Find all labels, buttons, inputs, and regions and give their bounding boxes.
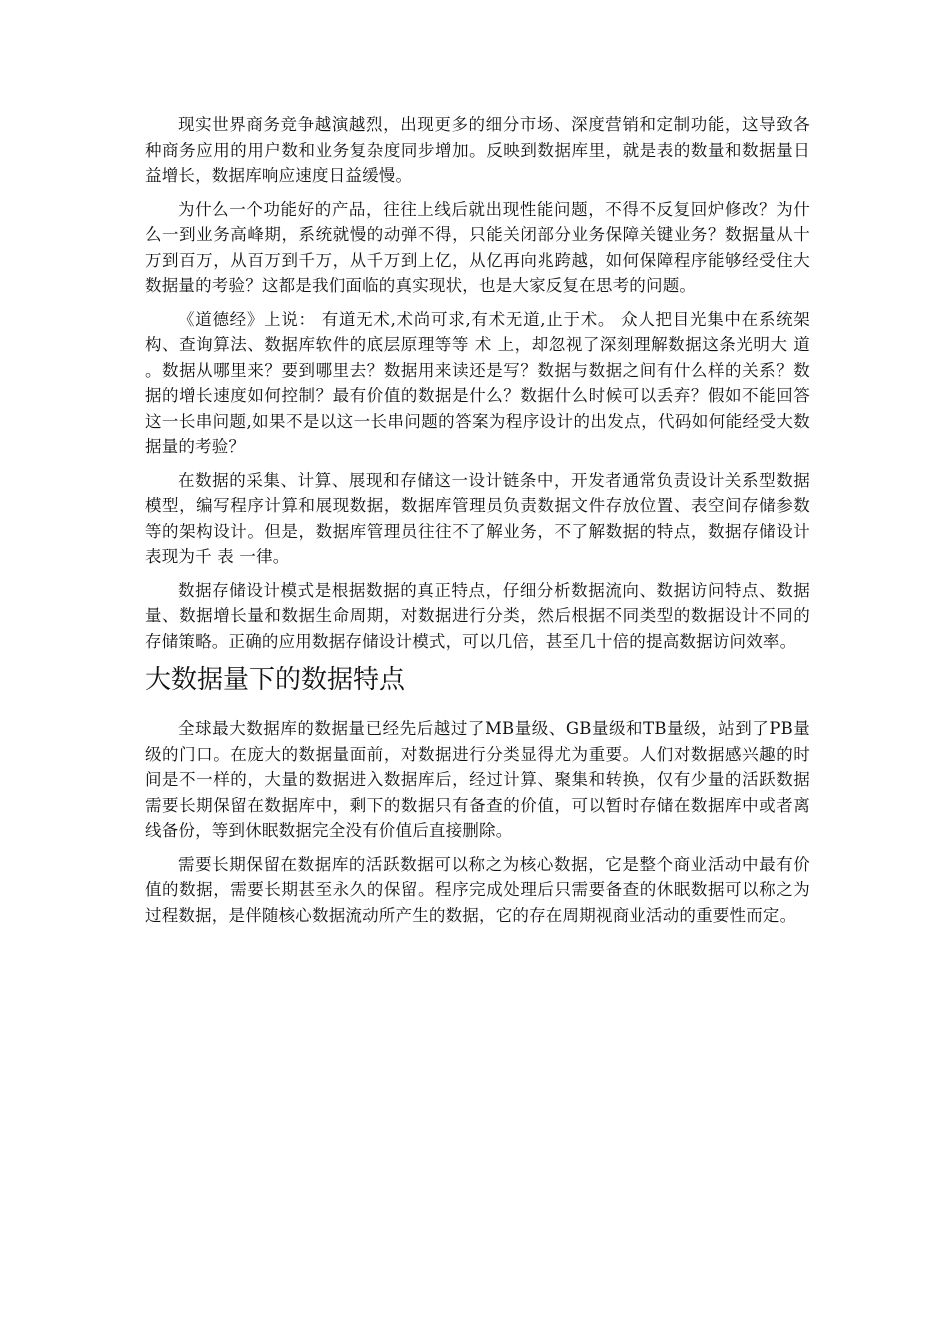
document-page <box>145 112 810 936</box>
paragraph: 需要长期保留在数据库的活跃数据可以称之为核心数据，它是整个商业活动中最有价值的数据，需要长期甚至永久的保留。程序完成处理后只需要备查的休眠数据可以称之为过程数据，是伴随核心数据流动所产生的数据，它的存在周期视商业活动的重要性而定。 <box>145 854 810 925</box>
paragraph: 《道德经》上说： 有道无术,术尚可求,有术无道,止于术。 众人把目光集中在系统架构、查询算法、数据库软件的底层原理等等 术 上，却忽视了深刻理解数据这条光明大 道 。数据从哪里来？要到哪里去？数据用来读还是写？数据与数据之间有什么样的关系？数据的增长速度如何控制？最有价值的数据是什么？数据什么时候可以丢弃？假如不能回答这一长串问题,如果不是以这一长串问题的答案为程序设计的出发点，代码如何能经受大数据量的考验？ <box>145 309 810 456</box>
paragraph: 数据存储设计模式是根据数据的真正特点，仔细分析数据流向、数据访问特点、数据量、数据增长量和数据生命周期，对数据进行分类，然后根据不同类型的数据设计不同的存储策略。正确的应用数据存储设计模式，可以几倍，甚至几十倍的提高数据访问效率。 <box>145 580 810 651</box>
section-heading: 大数据量下的数据特点 <box>145 665 406 695</box>
paragraph: 现实世界商务竞争越演越烈，出现更多的细分市场、深度营销和定制功能，这导致各种商务应用的用户数和业务复杂度同步增加。反映到数据库里，就是表的数量和数据量日益增长，数据库响应速度日益缓慢。 <box>145 115 810 185</box>
paragraph: 为什么一个功能好的产品，往往上线后就出现性能问题，不得不反复回炉修改？为什么一到业务高峰期，系统就慢的动弹不得，只能关闭部分业务保障关键业务？数据量从十万到百万，从百万到千万，从千万到上亿，从亿再向兆跨越，如何保障程序能够经受住大数据量的考验？这都是我们面临的真实现状，也是大家反复在思考的问题。 <box>145 199 810 295</box>
paragraph: 在数据的采集、计算、展现和存储这一设计链条中，开发者通常负责设计关系型数据模型，编写程序计算和展现数据，数据库管理员负责数据文件存放位置、表空间存储参数等的架构设计。但是，数据库管理员往往不了解业务，不了解数据的特点，数据存储设计表现为千 表 一律。 <box>145 470 810 566</box>
paragraph: 全球最大数据库的数据量已经先后越过了MB量级、GB量级和TB量级，站到了PB量级的门口。在庞大的数据量面前，对数据进行分类显得尤为重要。人们对数据感兴趣的时间是不一样的，大量的数据进入数据库后，经过计算、聚集和转换，仅有少量的活跃数据需要长期保留在数据库中，剩下的数据只有备查的价值，可以暂时存储在数据库中或者离线备份，等到休眠数据完全没有价值后直接删除。 <box>145 719 810 840</box>
